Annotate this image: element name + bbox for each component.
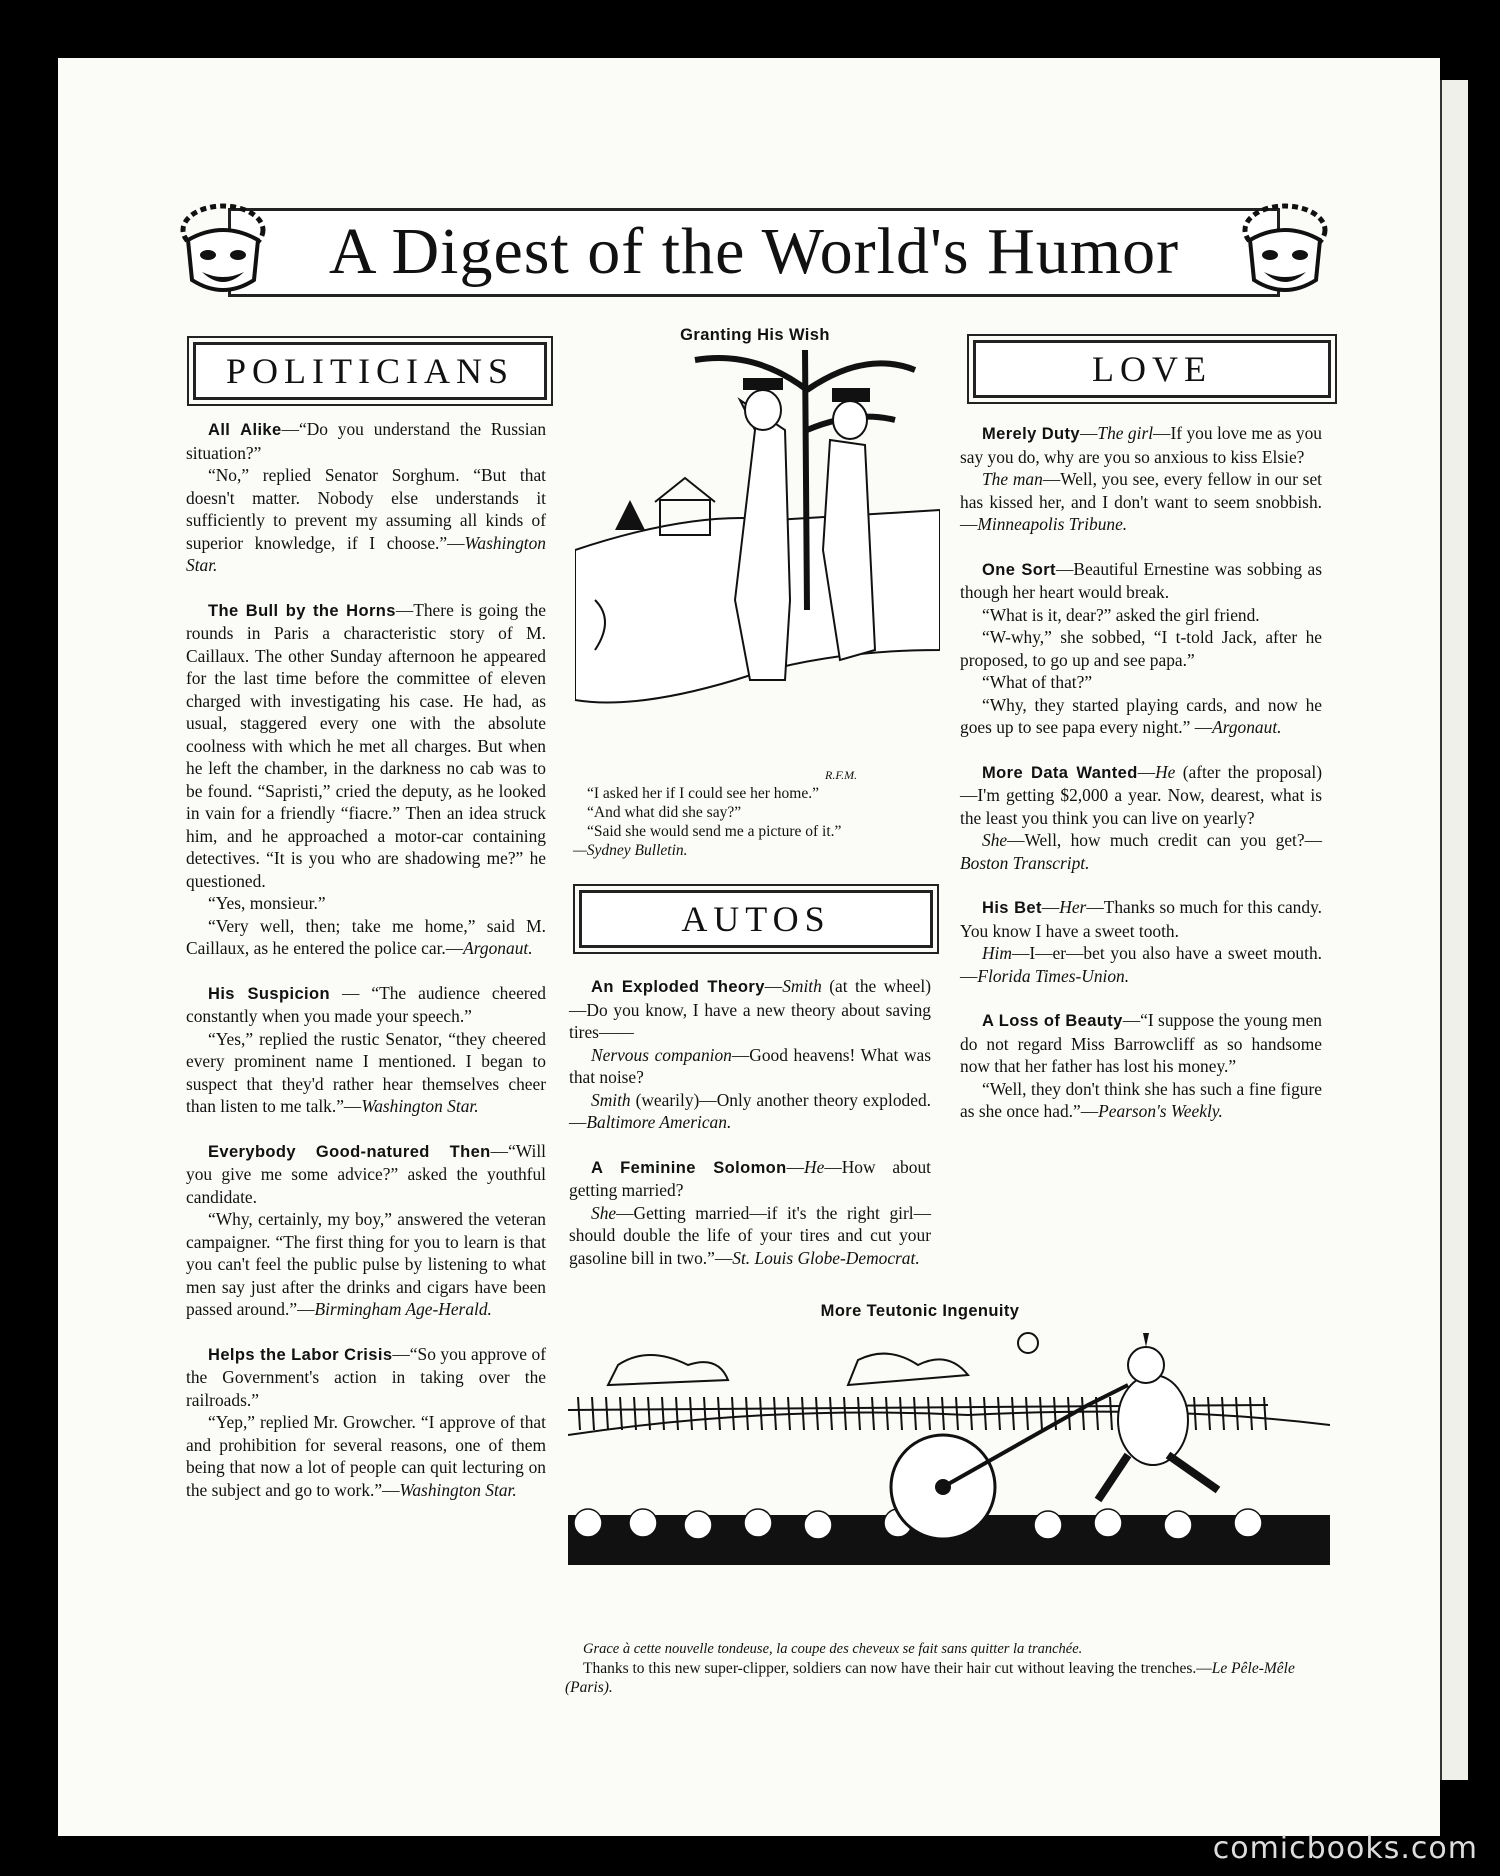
joke-item bbox=[186, 982, 546, 1118]
fence-post bbox=[802, 1397, 804, 1430]
joke-paragraph: Him—I—er—bet you also have a sweet mouth.—Florida Times-Union. bbox=[960, 943, 1322, 986]
fence-post bbox=[914, 1397, 916, 1430]
fence-post bbox=[886, 1397, 888, 1430]
fence-post bbox=[578, 1397, 580, 1430]
joke-paragraph: “Yes, monsieur.” bbox=[208, 893, 326, 913]
fence-post bbox=[1082, 1397, 1084, 1430]
joke-paragraph: The Bull by the Horns—There is going the rounds in Paris a characteristic story of M. Caillaux. The other Sunday afternoon he appeared for the last time before the committee of eleven charged with investigating his case. He had, as usual, staggered every one with the absolute coolness with which he met all charges. But when he left the chamber, in the darkness no cab was to be found. “Sapristi,” cried the deputy, as he looked in vain for a friendly “fiacre.” Then an idea struck him, and he approached a motor-car containing detectives. “It is you who are shadowing me?” he questioned. bbox=[186, 599, 546, 891]
joke-paragraph: She—Getting married—if it's the right girl—should double the life of your tires and cut your gasoline bill in two.”—St. Louis Globe-Democrat. bbox=[569, 1202, 931, 1268]
autos-column bbox=[569, 975, 931, 1291]
fence-post bbox=[1026, 1397, 1028, 1430]
joke-heading: His Bet bbox=[982, 899, 1042, 917]
watermark: comicbooks.com bbox=[1212, 1831, 1478, 1866]
fence-post bbox=[970, 1397, 972, 1430]
page-title: A Digest of the World's Humor bbox=[328, 215, 1180, 288]
joke-item bbox=[960, 896, 1322, 987]
joke-heading: Everybody Good-natured Then bbox=[208, 1142, 491, 1161]
fence-post bbox=[676, 1397, 678, 1430]
section-header-love bbox=[973, 340, 1331, 398]
joke-paragraph: His Suspicion — “The audience cheered constantly when you made your speech.” bbox=[186, 982, 546, 1026]
cartoon-title: More Teutonic Ingenuity bbox=[820, 1302, 1020, 1320]
joke-paragraph: One Sort—Beautiful Ernestine was sobbing as though her heart would break. bbox=[960, 558, 1323, 602]
fence-post bbox=[998, 1397, 1000, 1430]
cartoon-illustration bbox=[568, 1325, 1330, 1625]
joke-source: Washington Star. bbox=[361, 1096, 479, 1116]
fence-post bbox=[1040, 1397, 1042, 1430]
joke-paragraph: “W-why,” she sobbed, “I t-told Jack, after he proposed, to go up and see papa.” bbox=[960, 627, 1322, 670]
joke-paragraph: “Well, they don't think she has such a fine figure as she once had.”—Pearson's Weekly. bbox=[960, 1078, 1322, 1121]
fence-post bbox=[662, 1397, 664, 1430]
joke-heading: Merely Duty bbox=[982, 425, 1081, 443]
section-label: LOVE bbox=[1092, 349, 1212, 389]
joke-item bbox=[569, 975, 931, 1134]
caption-source: Le Pêle-Mêle (Paris). bbox=[565, 1660, 1295, 1696]
caption-french: Grace à cette nouvelle tondeuse, la coupe des cheveux se fait sans quitter la tranchée. bbox=[583, 1641, 1083, 1657]
cartoon-signature: R.F.M. bbox=[825, 768, 858, 782]
caption-line: “And what did she say?” bbox=[587, 804, 742, 821]
caption-english-text: Thanks to this new super-clipper, soldiers can now have their hair cut without leaving the trenches.— bbox=[583, 1660, 1212, 1677]
fence-post bbox=[606, 1397, 608, 1430]
fence-post bbox=[1208, 1397, 1210, 1430]
joke-paragraph: “What of that?” bbox=[982, 672, 1093, 692]
joke-heading: Helps the Labor Crisis bbox=[208, 1345, 393, 1364]
joke-paragraph: A Loss of Beauty—“I suppose the young men do not regard Miss Barrowcliff as so handsome now that her father has lost his money.” bbox=[960, 1010, 1322, 1076]
caption-english bbox=[565, 1659, 1330, 1697]
joke-paragraph: All Alike—“Do you understand the Russian situation?” bbox=[186, 419, 547, 463]
fence-post bbox=[634, 1397, 636, 1430]
joke-item bbox=[186, 1343, 546, 1502]
joke-paragraph: “Why, they started playing cards, and now he goes up to see papa every night.” —Argonaut. bbox=[960, 694, 1322, 737]
joke-item bbox=[186, 1140, 546, 1321]
joke-paragraph: “What is it, dear?” asked the girl friend. bbox=[982, 604, 1260, 625]
joke-heading: The Bull by the Horns bbox=[208, 601, 396, 620]
cartoon-illustration bbox=[575, 350, 940, 770]
joke-paragraph: More Data Wanted—He (after the proposal)—I'm getting $2,000 a year. Now, dearest, what is the least you think you can live on yearly? bbox=[960, 761, 1322, 828]
joke-item bbox=[186, 599, 546, 960]
fence-post bbox=[816, 1397, 818, 1430]
joke-paragraph: A Feminine Solomon—He—How about getting married? bbox=[569, 1156, 931, 1200]
joke-item bbox=[960, 761, 1322, 875]
fence-post bbox=[1222, 1397, 1224, 1430]
joke-heading: One Sort bbox=[982, 560, 1056, 579]
fence-post bbox=[690, 1397, 692, 1430]
fence-post bbox=[788, 1397, 790, 1430]
joke-paragraph: The man—Well, you see, every fellow in our set has kissed her, and I don't want to seem snobbish.—Minneapolis Tribune. bbox=[960, 469, 1322, 534]
joke-heading: A Loss of Beauty bbox=[982, 1012, 1123, 1030]
fence-post bbox=[592, 1397, 594, 1430]
joke-paragraph: “No,” replied Senator Sorghum. “But that doesn't matter. Nobody else understands it sufficiently to prevent my assuming all kinds of superior knowledge, if I choose.”—Washington Star. bbox=[186, 465, 546, 575]
grotesque-mask-icon bbox=[1230, 200, 1340, 305]
fence-post bbox=[746, 1397, 748, 1430]
fence-post bbox=[760, 1397, 762, 1430]
joke-heading: More Data Wanted bbox=[982, 763, 1138, 782]
cartoon-caption bbox=[573, 784, 943, 860]
joke-item bbox=[960, 422, 1322, 536]
fence-post bbox=[984, 1397, 986, 1430]
joke-source: Washington Star. bbox=[186, 532, 546, 575]
joke-paragraph: “Why, certainly, my boy,” answered the veteran campaigner. “The first thing for you to learn is that you can't feel the public pulse by listening to what men say just after the drinks and cigars have been passed around.”—Birmingham Age-Herald. bbox=[186, 1209, 546, 1319]
fence-post bbox=[1236, 1397, 1238, 1430]
section-header-politicians bbox=[193, 342, 547, 400]
joke-paragraph: An Exploded Theory—Smith (at the wheel)—Do you know, I have a new theory about saving tires—— bbox=[569, 976, 931, 1042]
cartoon-caption bbox=[565, 1640, 1330, 1697]
fence-post bbox=[900, 1397, 902, 1430]
joke-paragraph: Smith (wearily)—Only another theory exploded.—Baltimore American. bbox=[569, 1089, 931, 1132]
caption-line: “Said she would send me a picture of it.” bbox=[587, 823, 842, 840]
fence-post bbox=[1110, 1397, 1112, 1430]
fence-post bbox=[1194, 1397, 1196, 1430]
fence-post bbox=[872, 1397, 874, 1430]
joke-heading: An Exploded Theory bbox=[591, 978, 765, 996]
caption-source: —Sydney Bulletin. bbox=[573, 842, 688, 859]
joke-source: Birmingham Age-Herald. bbox=[314, 1299, 492, 1319]
fence-post bbox=[1264, 1397, 1266, 1430]
section-header-autos bbox=[579, 890, 933, 948]
fence-post bbox=[942, 1397, 944, 1430]
title-banner bbox=[168, 200, 1340, 305]
fence-post bbox=[1250, 1397, 1252, 1430]
joke-paragraph: “Very well, then; take me home,” said M. Caillaux, as he entered the police car.—Argonaut. bbox=[186, 915, 546, 958]
joke-paragraph: “Yes,” replied the rustic Senator, “they cheered every prominent name I mentioned. I began to suspect that they'd rather hear themselves cheer than listen to me talk.”—Washington Star. bbox=[186, 1028, 546, 1116]
fence-post bbox=[774, 1397, 776, 1430]
joke-item bbox=[186, 418, 546, 577]
fence-post bbox=[858, 1397, 860, 1430]
section-label: AUTOS bbox=[681, 899, 831, 939]
fence-post bbox=[844, 1397, 846, 1430]
caption-line: “I asked her if I could see her home.” bbox=[587, 785, 819, 802]
cartoon-title: Granting His Wish bbox=[680, 326, 830, 344]
joke-item bbox=[960, 1009, 1322, 1123]
joke-paragraph: Nervous companion—Good heavens! What was that noise? bbox=[569, 1044, 931, 1087]
joke-item bbox=[569, 1156, 931, 1270]
fence-post bbox=[1012, 1397, 1014, 1430]
joke-source: Argonaut. bbox=[463, 938, 533, 958]
joke-paragraph: His Bet—Her—Thanks so much for this candy. You know I have a sweet tooth. bbox=[960, 897, 1322, 941]
next-page-edge bbox=[1440, 80, 1468, 1780]
section-label: POLITICIANS bbox=[226, 351, 514, 391]
fence-post bbox=[718, 1397, 720, 1430]
grotesque-mask-icon bbox=[168, 200, 278, 305]
fence-post bbox=[732, 1397, 734, 1430]
politicians-column bbox=[186, 418, 546, 1523]
joke-heading: A Feminine Solomon bbox=[591, 1158, 787, 1177]
joke-source: Washington Star. bbox=[399, 1479, 517, 1500]
joke-paragraph: Everybody Good-natured Then—“Will you give me some advice?” asked the youthful candidate. bbox=[186, 1140, 546, 1207]
joke-paragraph: Helps the Labor Crisis—“So you approve of the Government's action in taking over the railroads.” bbox=[186, 1343, 546, 1410]
joke-item bbox=[960, 558, 1322, 739]
joke-paragraph: She—Well, how much credit can you get?—Boston Transcript. bbox=[960, 830, 1322, 873]
joke-paragraph: “Yep,” replied Mr. Growcher. “I approve of that and prohibition for several reasons, one of them being that now a lot of people can quit lecturing on the subject and go to work.”—Washington Star. bbox=[186, 1412, 546, 1500]
joke-paragraph: Merely Duty—The girl—If you love me as you say you do, why are you so anxious to kiss Elsie? bbox=[960, 423, 1322, 467]
fence-post bbox=[704, 1397, 706, 1430]
fence-post bbox=[928, 1397, 930, 1430]
love-column bbox=[960, 422, 1322, 1145]
joke-heading: All Alike bbox=[208, 421, 282, 439]
fence-post bbox=[956, 1397, 958, 1430]
fence-post bbox=[830, 1397, 832, 1430]
joke-heading: His Suspicion bbox=[208, 984, 330, 1003]
fence-post bbox=[620, 1397, 622, 1430]
